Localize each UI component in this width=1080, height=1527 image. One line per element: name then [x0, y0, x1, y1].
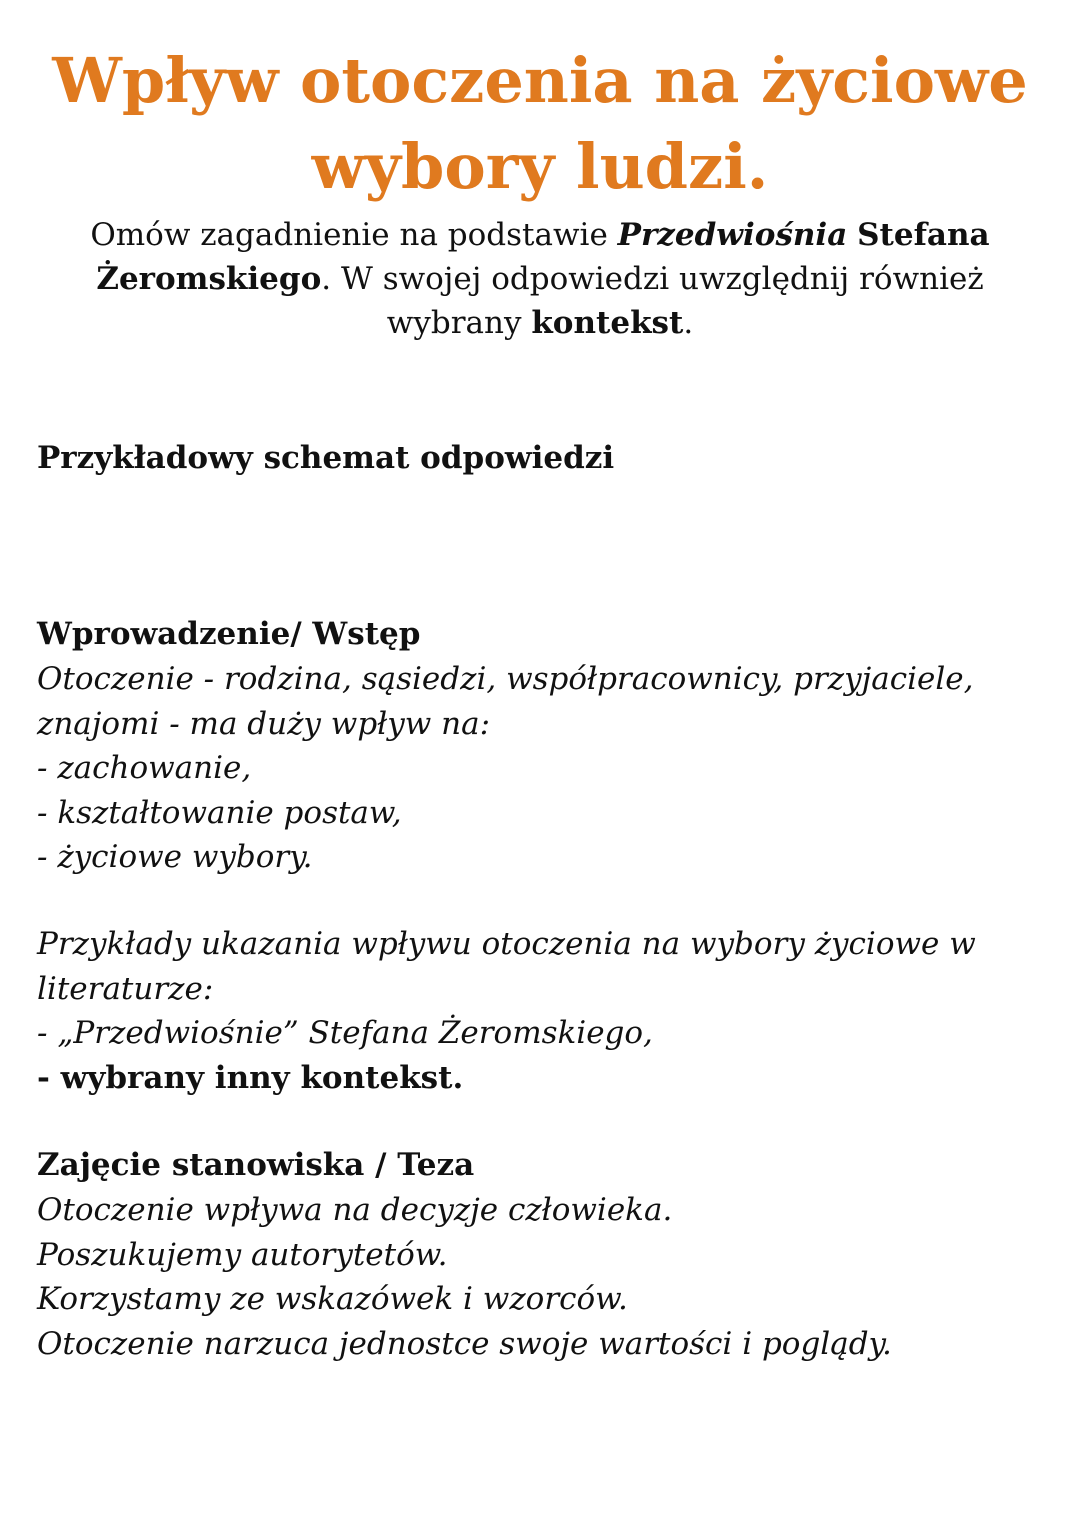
prompt-context-word: kontekst: [531, 305, 684, 341]
prompt-part-3: .: [683, 305, 694, 341]
intro-line: znajomi - ma duży wpływ na:: [37, 705, 491, 742]
prompt-author: Stefana Żeromskiego: [96, 217, 990, 297]
title-line-1: Wpływ otoczenia na życiowe: [52, 44, 1028, 117]
intro-list-item: - życiowe wybory.: [37, 839, 313, 875]
examples-list-item: - „Przedwiośnie” Stefana Żeromskiego,: [37, 1015, 653, 1051]
prompt-book-title: Przedwiośnia: [617, 217, 848, 253]
task-prompt: [60, 213, 1020, 345]
intro-heading: Wprowadzenie/ Wstęp: [37, 616, 421, 652]
thesis-heading: Zajęcie stanowiska / Teza: [37, 1147, 475, 1183]
thesis-line: Korzystamy ze wskazówek i wzorców.: [37, 1281, 628, 1317]
prompt-part-1: Omów zagadnienie na podstawie: [90, 217, 618, 253]
examples-line: Przykłady ukazania wpływu otoczenia na wybory życiowe w: [37, 926, 976, 962]
examples-line: literaturze:: [37, 970, 214, 1007]
schema-heading: Przykładowy schemat odpowiedzi: [37, 440, 615, 476]
thesis-text: [37, 1188, 1047, 1366]
intro-text: [37, 657, 1047, 880]
examples-text: [37, 922, 1047, 1100]
examples-context-item: - wybrany inny kontekst.: [37, 1059, 464, 1096]
thesis-line: Otoczenie narzuca jednostce swoje wartości i poglądy.: [37, 1325, 892, 1362]
intro-line: Otoczenie - rodzina, sąsiedzi, współpracownicy, przyjaciele,: [37, 661, 974, 697]
thesis-line: Otoczenie wpływa na decyzje człowieka.: [37, 1192, 673, 1228]
title-line-2: wybory ludzi.: [311, 130, 769, 203]
thesis-line: Poszukujemy autorytetów.: [37, 1236, 448, 1273]
prompt-part-2: . W swojej odpowiedzi uwzględnij również wybrany: [321, 261, 984, 341]
intro-list-item: - kształtowanie postaw,: [37, 794, 402, 831]
page-title: [20, 38, 1060, 210]
intro-list-item: - zachowanie,: [37, 750, 252, 786]
